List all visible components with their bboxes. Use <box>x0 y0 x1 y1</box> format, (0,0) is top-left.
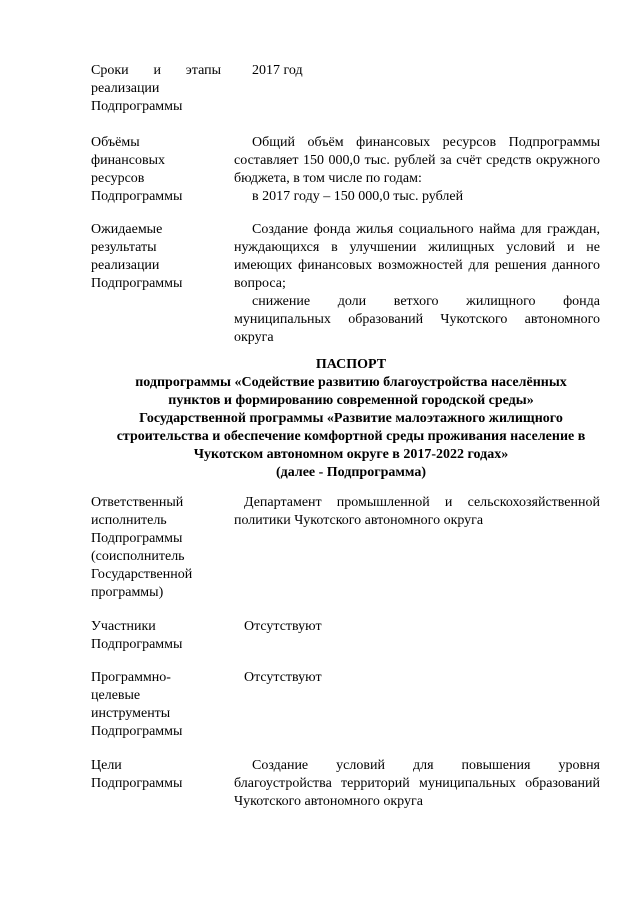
value-paragraph: Отсутствуют <box>244 670 322 685</box>
value-paragraph: Создание условий для повышения уровня благоустройства территорий муниципальных образований Чукотского автономного округа <box>234 758 600 809</box>
passport-title: ПАСПОРТ <box>315 357 387 372</box>
row-value <box>234 62 600 80</box>
row-value <box>234 134 600 206</box>
value-paragraph: Создание фонда жилья социального найма для граждан, нуждающихся в улучшении жилищных условий и не имеющих финансовых возможностей для решения данного вопроса; <box>234 222 600 291</box>
label-line: Подпрограммы <box>91 724 183 739</box>
label-line: Объёмы <box>91 135 140 150</box>
label-line: целевые <box>91 688 141 703</box>
label-line: Подпрограммы <box>91 531 183 546</box>
passport-heading <box>96 356 606 482</box>
passport-line: пунктов и формированию современной городской среды» <box>168 393 534 408</box>
row-label <box>91 134 226 206</box>
label-line: результаты <box>91 240 157 255</box>
row-label <box>91 757 226 793</box>
row-label <box>91 62 226 116</box>
value-paragraph: 2017 год <box>252 63 303 78</box>
label-line: финансовых <box>91 153 165 168</box>
row-label <box>91 221 226 293</box>
row-value <box>234 618 600 636</box>
label-line: Государственной <box>91 567 193 582</box>
label-line: Цели <box>91 758 122 773</box>
row-value <box>234 669 600 687</box>
value-paragraph: Департамент промышленной и сельскохозяйственной политики Чукотского автономного округа <box>234 495 600 528</box>
label-line: Участники <box>91 619 156 634</box>
row-value <box>234 494 600 530</box>
label-line: Подпрограммы <box>91 189 183 204</box>
row-label <box>91 618 226 654</box>
value-paragraph: снижение доли ветхого жилищного фонда муниципальных образований Чукотского автономного округа <box>234 294 600 345</box>
label-line: Подпрограммы <box>91 99 183 114</box>
label-line: инструменты <box>91 706 171 721</box>
row-label <box>91 494 226 602</box>
value-paragraph: Отсутствуют <box>244 619 322 634</box>
label-line: Ожидаемые <box>91 222 163 237</box>
label-line: исполнитель <box>91 513 167 528</box>
row-value <box>234 221 600 347</box>
label-line: ресурсов <box>91 171 145 186</box>
passport-line: Чукотском автономном округе в 2017-2022 годах» <box>193 447 509 462</box>
value-paragraph: в 2017 году – 150 000,0 тыс. рублей <box>252 189 464 204</box>
passport-line: строительства и обеспечение комфортной среды проживания население в <box>116 429 586 444</box>
label-line: реализации <box>91 81 160 96</box>
label-line: Ответственный <box>91 495 184 510</box>
passport-line: (далее - Подпрограмма) <box>275 465 426 480</box>
label-line: Подпрограммы <box>91 776 183 791</box>
passport-line: подпрограммы «Содействие развитию благоустройства населённых <box>135 375 567 390</box>
label-line: Сроки и этапы <box>91 63 221 78</box>
label-line: (соисполнитель <box>91 549 185 564</box>
label-line: Подпрограммы <box>91 637 183 652</box>
passport-line: Государственной программы «Развитие малоэтажного жилищного <box>139 411 563 426</box>
value-paragraph: Общий объём финансовых ресурсов Подпрограммы составляет 150 000,0 тыс. рублей за счёт средств окружного бюджета, в том числе по годам: <box>234 135 600 186</box>
row-label <box>91 669 226 741</box>
label-line: Подпрограммы <box>91 276 183 291</box>
label-line: программы) <box>91 585 164 600</box>
label-line: реализации <box>91 258 160 273</box>
row-value <box>234 757 600 811</box>
label-line: Программно- <box>91 670 171 685</box>
